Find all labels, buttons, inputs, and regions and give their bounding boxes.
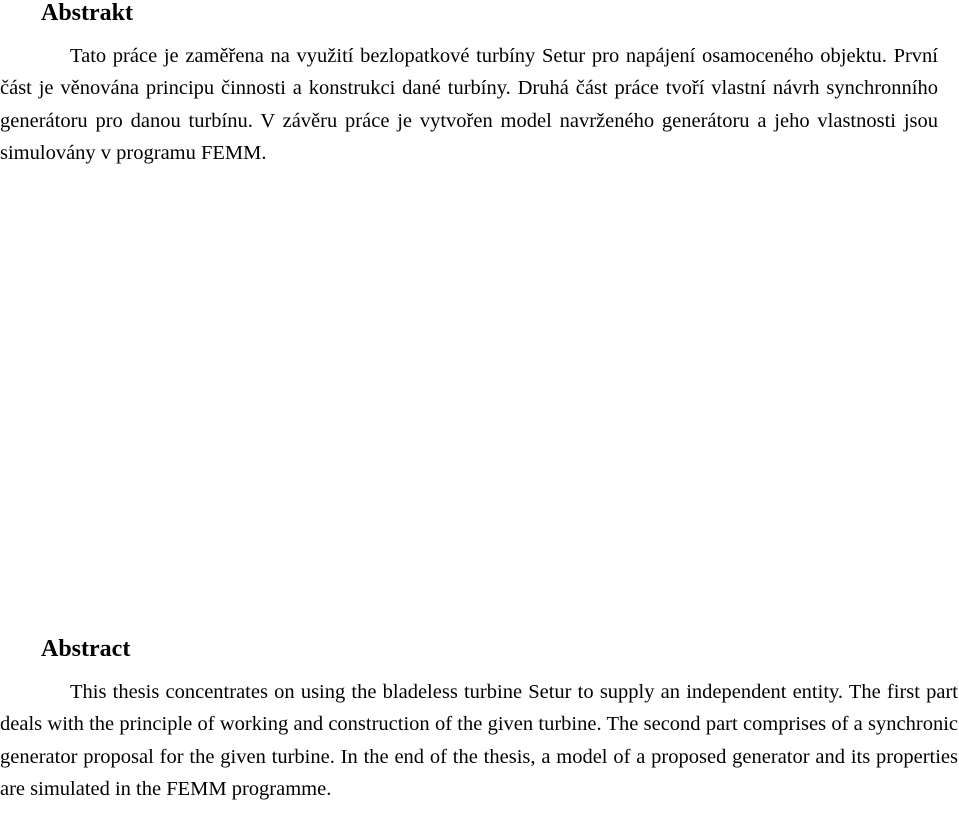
- abstract-english-paragraph: This thesis concentrates on using the bladeless turbine Setur to supply an independent entity. The first part deals with the principle of working and construction of the given turbine. The second part comprises of a synchronic generator proposal for the given turbine. In the end of the thesis, a model of a proposed generator and its properties are simulated in the FEMM programme.: [0, 681, 958, 801]
- abstract-czech-heading: Abstrakt: [41, 0, 134, 26]
- abstract-czech-paragraph: Tato práce je zaměřena na využití bezlopatkové turbíny Setur pro napájení osamoceného objektu. První část je věnována principu činnosti a konstrukci dané turbíny. Druhá část práce tvoří vlastní návrh synchronního generátoru pro danou turbínu. V závěru práce je vytvořen model navrženého generátoru a jeho vlastnosti jsou simulovány v programu FEMM.: [0, 45, 938, 165]
- abstract-english-heading: Abstract: [41, 636, 131, 662]
